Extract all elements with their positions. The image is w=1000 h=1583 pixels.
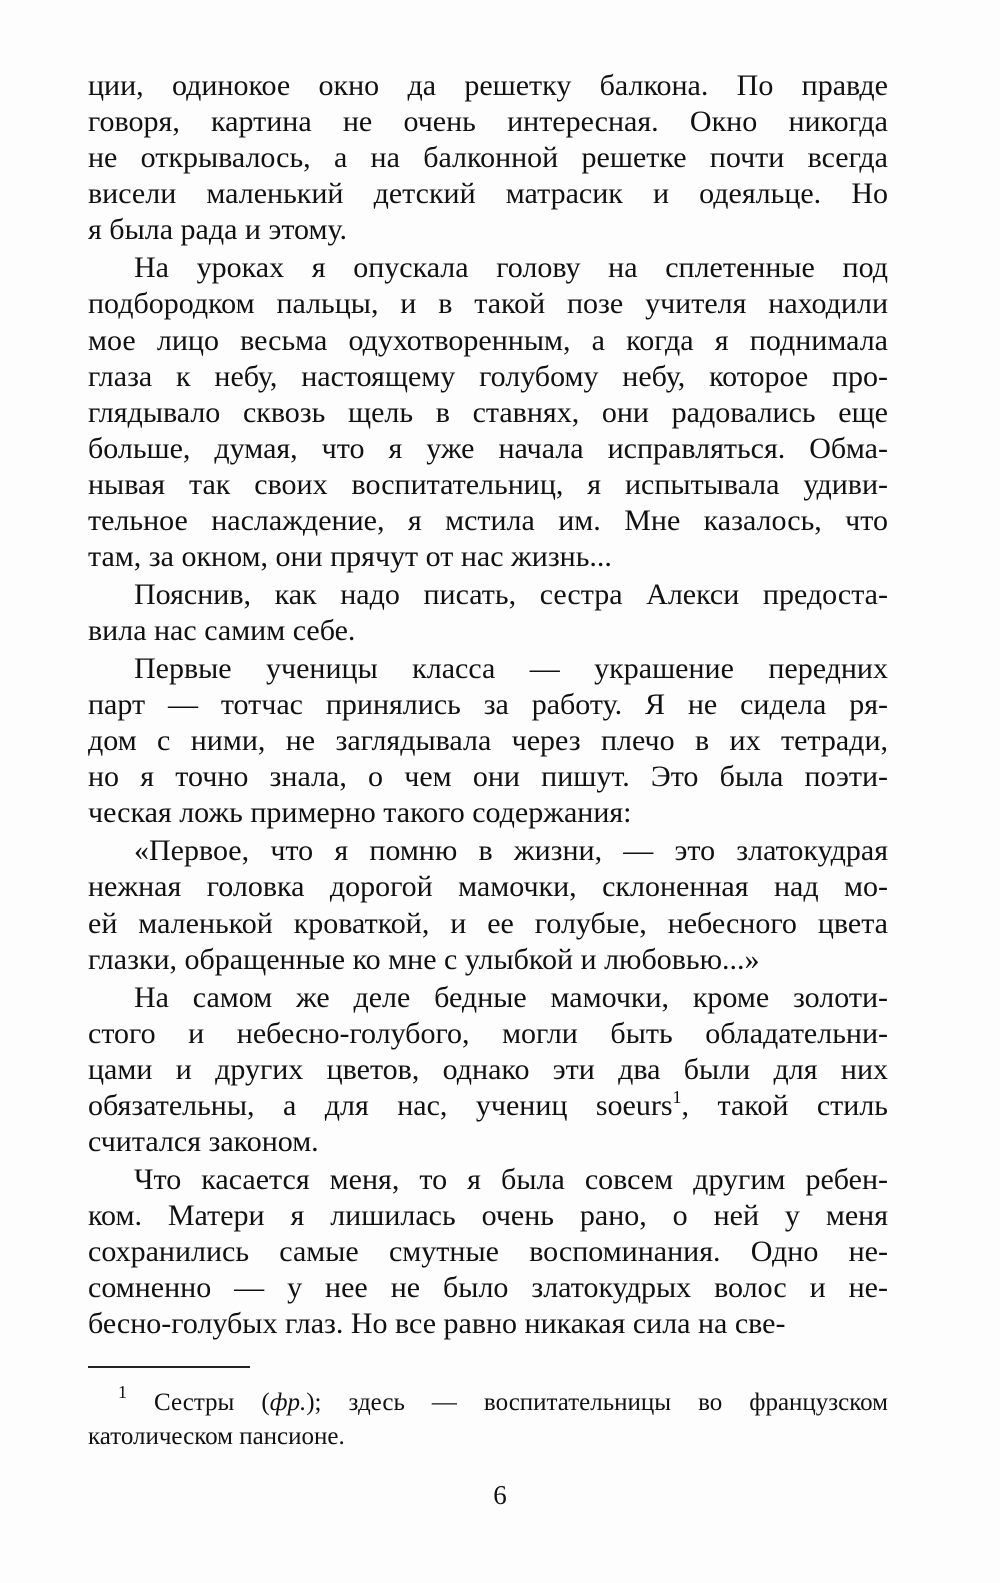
text-line: На самом же деле бедные мамочки, кроме золоти- bbox=[134, 980, 888, 1014]
footnote-separator bbox=[88, 1366, 250, 1368]
text-line: ции, одинокое окно да решетку балкона. По правде bbox=[88, 69, 888, 102]
text-line bbox=[88, 1088, 888, 1124]
text-line: тельное наслаждение, я мстила им. Мне казалось, что bbox=[88, 504, 888, 537]
text-line: я была рада и этому. bbox=[88, 213, 347, 247]
footnote-line: католическом пансионе. bbox=[88, 1423, 345, 1450]
text-line: сохранились самые смутные воспоминания. Одно не- bbox=[88, 1235, 888, 1268]
text-line: бесно-голубых глаз. Но все равно никакая сила на све- bbox=[88, 1307, 786, 1341]
footnote-line bbox=[118, 1382, 888, 1420]
text-line: Что касается меня, то я была совсем другим ребен- bbox=[134, 1162, 888, 1196]
text-line: сомненно — у нее не было златокудрых волос и не- bbox=[88, 1271, 888, 1305]
text-line: «Первое, что я помню в жизни, — это златокудрая bbox=[134, 834, 888, 868]
text-line: дом с ними, не заглядывала через плечо в их тетради, bbox=[88, 724, 888, 758]
text-line: глаза к небу, настоящему голубому небу, которое про- bbox=[88, 359, 888, 393]
text-line: парт — тотчас принялись за работу. Я не сидела ря- bbox=[88, 688, 888, 722]
text-line: висели маленький детский матрасик и одеяльце. Но bbox=[88, 177, 888, 211]
text-line: говоря, картина не очень интересная. Окно никогда bbox=[88, 105, 888, 139]
footnote-reference: 1 bbox=[672, 1086, 682, 1107]
text-line: не открывалось, а на балконной решетке почти всегда bbox=[88, 141, 888, 175]
text-line: ком. Матери я лишилась очень рано, о ней у меня bbox=[88, 1198, 888, 1232]
text-segment: обязательны, а для нас, учениц soeurs bbox=[88, 1088, 673, 1122]
text-line: Пояснив, как надо писать, сестра Алекси предоста- bbox=[134, 578, 888, 611]
text-line: подбородком пальцы, и в такой позе учителя находили bbox=[88, 287, 888, 321]
footnote-mark: 1 bbox=[118, 1382, 127, 1402]
text-line: нывая так своих воспитательниц, я испытывала удиви- bbox=[88, 467, 888, 501]
footnote-italic: фр. bbox=[269, 1389, 307, 1416]
text-line: стого и небесно-голубого, могли быть обладательни- bbox=[88, 1016, 888, 1050]
text-line: глазки, обращенные ко мне с улыбкой и любовью...» bbox=[88, 942, 760, 976]
text-line: но я точно знала, о чем они пишут. Это была поэти- bbox=[88, 760, 888, 794]
text-line: больше, думая, что я уже начала исправляться. Обма- bbox=[88, 431, 888, 465]
page-number: 6 bbox=[493, 1480, 507, 1510]
footnote-text: Сестры ( bbox=[127, 1389, 270, 1416]
footnote-text: ); здесь — воспитательницы во французском bbox=[306, 1389, 888, 1416]
text-line: ческая ложь примерно такого содержания: bbox=[88, 796, 632, 830]
text-line: считался законом. bbox=[88, 1124, 319, 1158]
text-line: нежная головка дорогой мамочки, склоненная над мо- bbox=[88, 870, 888, 904]
text-line: ей маленькой кроваткой, и ее голубые, небесного цвета bbox=[88, 906, 888, 940]
text-line: вила нас самим себе. bbox=[88, 614, 356, 648]
text-line: там, за окном, они прячут от нас жизнь... bbox=[88, 540, 612, 574]
text-line: мое лицо весьма одухотворенным, а когда я поднимала bbox=[88, 323, 888, 357]
text-line: На уроках я опускала голову на сплетенные под bbox=[134, 251, 888, 285]
text-line: цами и других цветов, однако эти два были для них bbox=[88, 1052, 888, 1086]
text-line: Первые ученицы класса — украшение передних bbox=[134, 652, 888, 685]
text-line: глядывало сквозь щель в ставнях, они радовались еще bbox=[88, 395, 888, 429]
text-segment: , такой стиль bbox=[681, 1088, 888, 1122]
